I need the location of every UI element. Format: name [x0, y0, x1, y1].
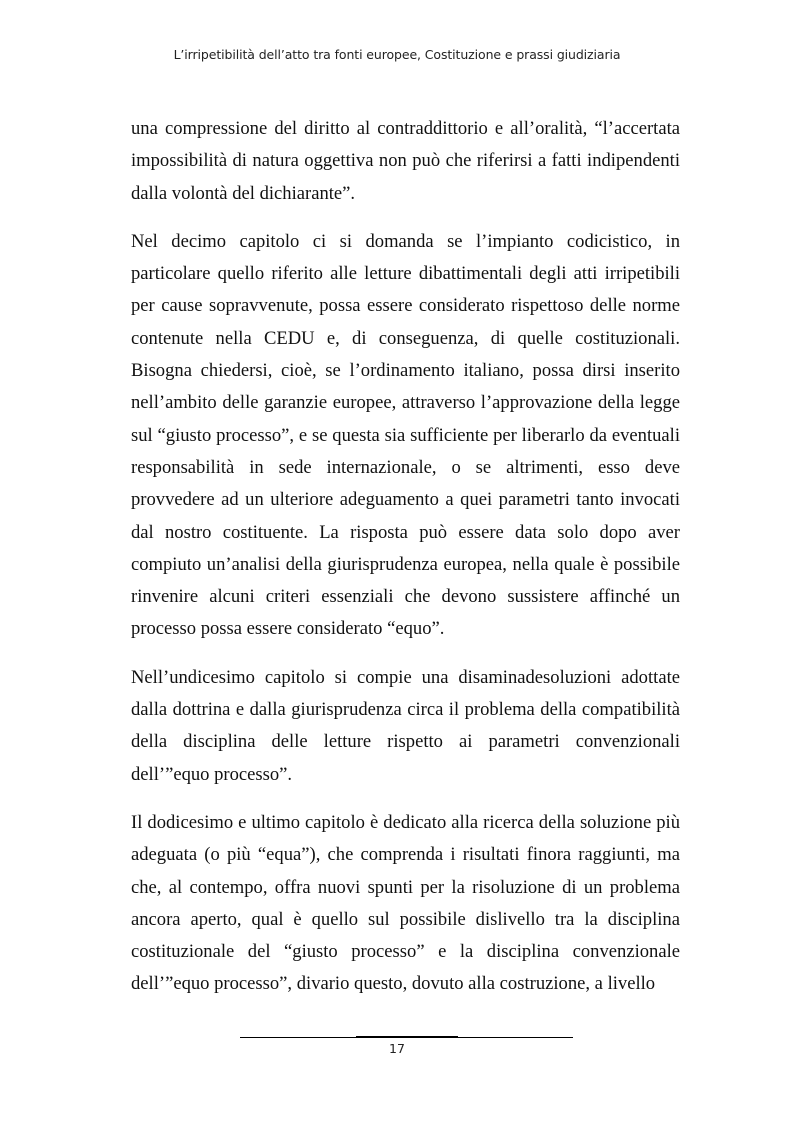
page-number: 17 [389, 1041, 405, 1056]
footer-rule-accent [356, 1036, 458, 1038]
paragraph-chapter-eleven: Nell’undicesimo capitolo si compie una disaminadesoluzioni adottate dalla dottrina e dalla giurisprudenza circa il problema della compatibilità della disciplina delle letture rispetto ai parametri convenzionali dell’”equo processo”. [131, 666, 680, 785]
body-text [131, 113, 680, 1017]
paragraph-chapter-twelve: Il dodicesimo e ultimo capitolo è dedicato alla ricerca della soluzione più adeguata (o più “equa”), che comprenda i risultati finora raggiunti, ma che, al contempo, offra nuovi spunti per la risoluzione di un problema ancora aperto, qual è quello sul possibile dislivello tra la disciplina costituzionale del “giusto processo” e la disciplina convenzionale dell’”equo processo”, divario questo, dovuto alla costruzione, a livello [131, 811, 680, 995]
paragraph-continuation: una compressione del diritto al contraddittorio e all’oralità, “l’accertata impossibilità di natura oggettiva non può che riferirsi a fatti indipendenti dalla volontà del dichiarante”. [131, 118, 680, 204]
running-header: L’irripetibilità dell’atto tra fonti europee, Costituzione e prassi giudiziaria [173, 47, 621, 62]
paragraph-chapter-ten: Nel decimo capitolo ci si domanda se l’impianto codicistico, in particolare quello riferito alle letture dibattimentali degli atti irripetibili per cause sopravvenute, possa essere considerato rispettoso delle norme contenute nella CEDU e, di conseguenza, di quelle costituzionali. Bisogna chiedersi, cioè, se l’ordinamento italiano, possa dirsi inserito nell’ambito delle garanzie europee, attraverso l’approvazione della legge sul “giusto processo”, e se questa sia sufficiente per liberarlo da eventuali responsabilità in sede internazionale, o se altrimenti, esso deve provvedere ad un ulteriore adeguamento a quei parametri tanto invocati dal nostro costituente. La risposta può essere data solo dopo aver compiuto un’analisi della giurisprudenza europea, nella quale è possibile rinvenire alcuni criteri essenziali che devono sussistere affinché un processo possa essere considerato “equo”. [131, 230, 680, 640]
